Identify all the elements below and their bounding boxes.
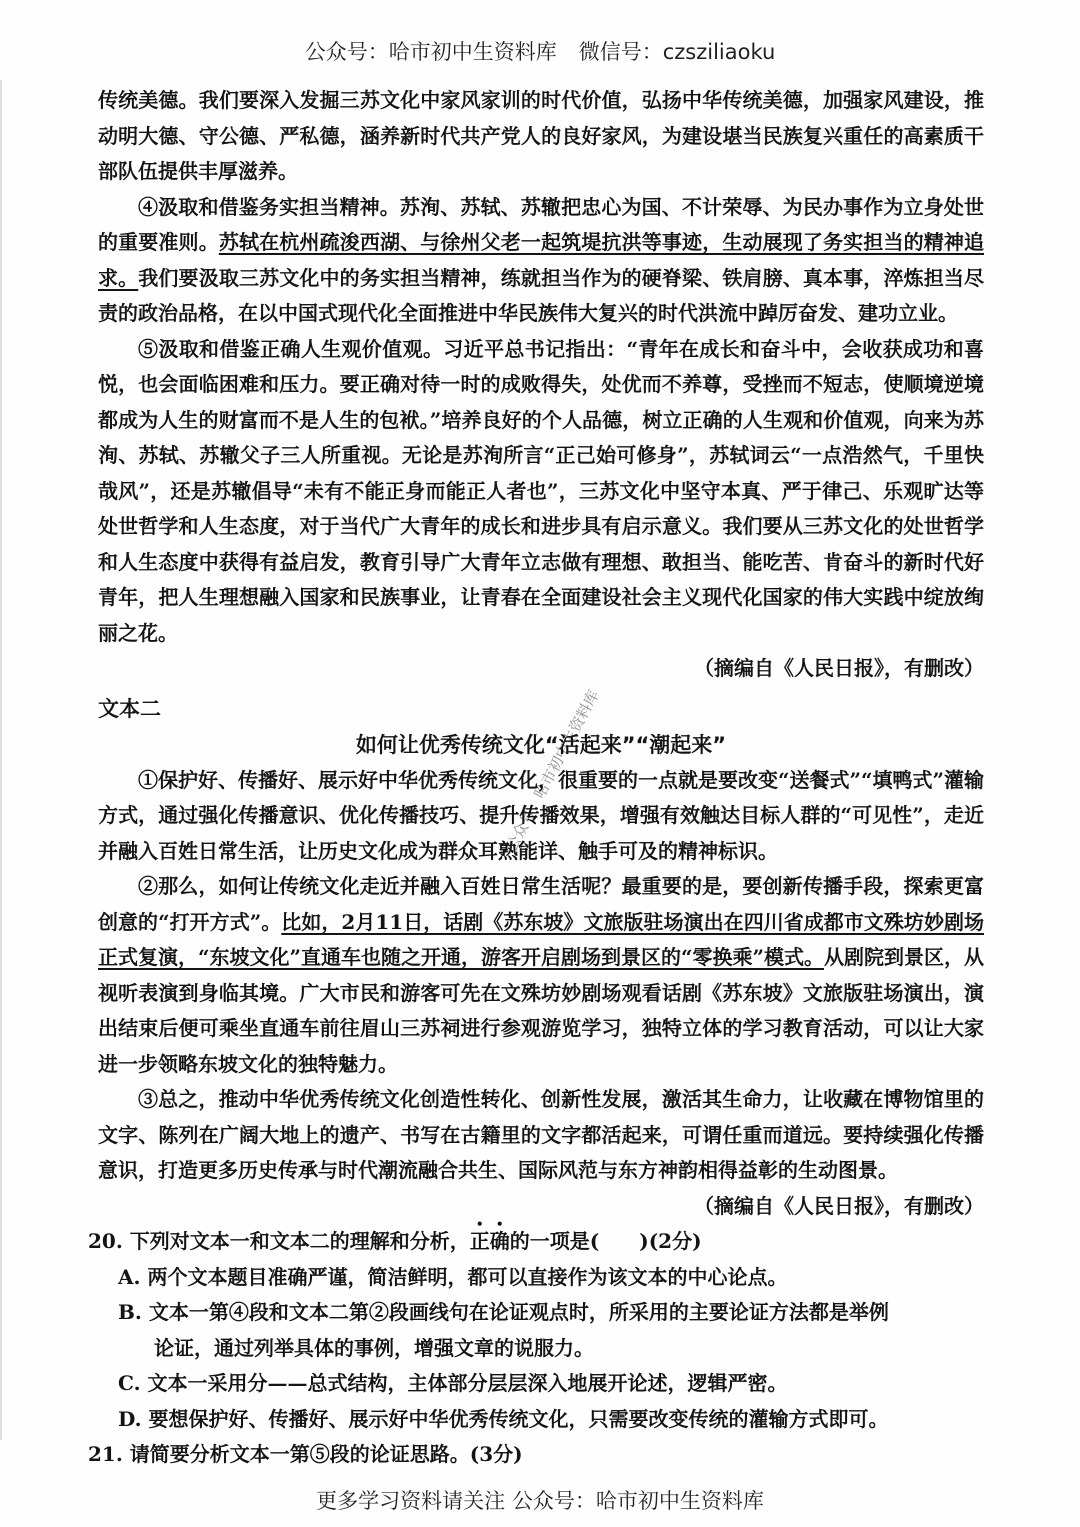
scan-edge: [0, 80, 2, 1440]
watermark: 公众号：哈市初中生资料库: [502, 687, 603, 855]
text1-paragraph-3-end: 传统美德。我们要深入发掘三苏文化中家风家训的时代价值，弘扬中华传统美德，加强家风建设，推动明大德、守公德、严私德，涵养新时代共产党人的良好家风，为建设堪当民族复兴重任的高素质干部队伍提供丰厚滋养。: [98, 88, 984, 183]
header-wechat: 微信号：czsziliaoku: [578, 40, 776, 64]
emphasis-dot-char: 确: [489, 1229, 510, 1253]
text2-paragraph-1: ①保护好、传播好、展示好中华优秀传统文化，很重要的一点就是要改变“送餐式”“填鸭式”灌输方式，通过强化传播意识、优化传播技巧、提升传播效果，增强有效触达目标人群的“可见性”，走近并融入百姓日常生活，让历史文化成为群众耳熟能详、触手可及的精神标识。: [98, 767, 985, 863]
text1-paragraph-4: ④汲取和借鉴务实担当精神。苏洵、苏轼、苏辙把忠心为国、不计荣辱、为民办事作为立身处世的重要准则。苏轼在杭州疏浚西湖、与徐州父老一起筑堤抗洪等事迹，生动展现了务实担当的精神追求。我们要汲取三苏文化中的务实担当精神，练就担当作为的硬脊梁、铁肩膀、真本事，淬炼担当尽责的政治品格，在以中国式现代化全面推进中华民族伟大复兴的时代洪流中踔厉奋发、建功立业。: [98, 194, 985, 325]
text2-paragraph-3: ③总之，推动中华优秀传统文化创造性转化、创新性发展，激活其生命力，让收藏在博物馆里的文字、陈列在广阔大地上的遗产、书写在古籍里的文字都活起来，可谓任重而道远。要持续强化传播意识，打造更多历史传承与时代潮流融合共生、国际风范与东方神韵相得益彰的生动图景。: [98, 1087, 984, 1182]
question-21: 21. 请简要分析文本一第⑤段的论证思路。(3分): [88, 1442, 523, 1466]
option-a: A. 两个文本题目准确严谨，简洁鲜明，都可以直接作为该文本的中心论点。: [118, 1264, 788, 1289]
text1-paragraph-5: ⑤汲取和借鉴正确人生观价值观。习近平总书记指出：“青年在成长和奋斗中，会收获成功和喜悦，也会面临困难和压力。要正确对待一时的成败得失，处优而不养尊，受挫而不短志，使顺境逆境都成为人生的财富而不是人生的包袱。”培养良好的个人品德，树立正确的人生观和价值观，向来为苏洵、苏轼、苏辙父子三人所重视。无论是苏洵所言“正己始可修身”，苏轼词云“一点浩然气，千里快哉风”，还是苏辙倡导“未有不能正身而能正人者也”，三苏文化中坚守本真、严于律己、乐观旷达等处世哲学和人生态度，对于当代广大青年的成长和进步具有启示意义。我们要从三苏文化的处世哲学和人生态度中获得有益启发，教育引导广大青年立志做有理想、敢担当、能吃苦、肯奋斗的新时代好青年，把人生理想融入国家和民族事业，让青春在全面建设社会主义现代化国家的伟大实践中绽放绚丽之花。: [98, 336, 984, 645]
text2-source: （摘编自《人民日报》，有删改）: [694, 1193, 984, 1218]
page-header: [0, 36, 1080, 66]
option-b: B. 文本一第④段和文本二第②段画线句在论证观点时，所采用的主要论证方法都是举例: [118, 1300, 889, 1324]
document-body: [88, 83, 985, 1473]
underlined-sentence-4: 苏轼在杭州疏浚西湖、与徐州父老一起筑堤抗洪等事迹，生动展现了务实担当的精神追求。: [98, 230, 985, 290]
option-d: D. 要想保护好、传播好、展示好中华优秀传统文化，只需要改变传统的灌输方式即可。: [118, 1406, 889, 1431]
text2-title: 如何让优秀传统文化“活起来”“潮起来”: [355, 732, 727, 757]
question-20: 20. 下列对文本一和文本二的理解和分析，正确的一项是( )(2分): [88, 1229, 702, 1253]
underlined-sentence-2: 比如，2月11日，话剧《苏东坡》文旅版驻场演出在四川省成都市文殊坊妙剧场正式复演，“东坡文化”直通车也随之开通，游客开启剧场到景区的“零换乘”模式。: [98, 909, 984, 969]
option-b-continued: 论证，通过列举具体的事例，增强文章的说服力。: [154, 1335, 594, 1360]
text1-source: （摘编自《人民日报》，有删改）: [694, 656, 984, 680]
emphasis-dot-char: 正: [469, 1229, 490, 1253]
page-footer: 更多学习资料请关注 公众号：哈市初中生资料库: [316, 1489, 764, 1513]
header-account: 公众号：哈市初中生资料库: [304, 40, 557, 64]
option-c: C. 文本一采用分——总式结构，主体部分层层深入地展开论述，逻辑严密。: [118, 1371, 788, 1395]
text2-label: 文本二: [98, 695, 161, 721]
text2-paragraph-2: ②那么，如何让传统文化走近并融入百姓日常生活呢？最重要的是，要创新传播手段，探索更富创意的“打开方式”。比如，2月11日，话剧《苏东坡》文旅版驻场演出在四川省成都市文殊坊妙剧场正式复演，“东坡文化”直通车也随之开通，游客开启剧场到景区的“零换乘”模式。从剧院到景区，从视听表演到身临其境。广大市民和游客可先在文殊坊妙剧场观看话剧《苏东坡》文旅版驻场演出，演出结束后便可乘坐直通车前往眉山三苏祠进行参观游览学习，独特立体的学习教育活动，可以让大家进一步领略东坡文化的独特魅力。: [98, 874, 985, 1076]
